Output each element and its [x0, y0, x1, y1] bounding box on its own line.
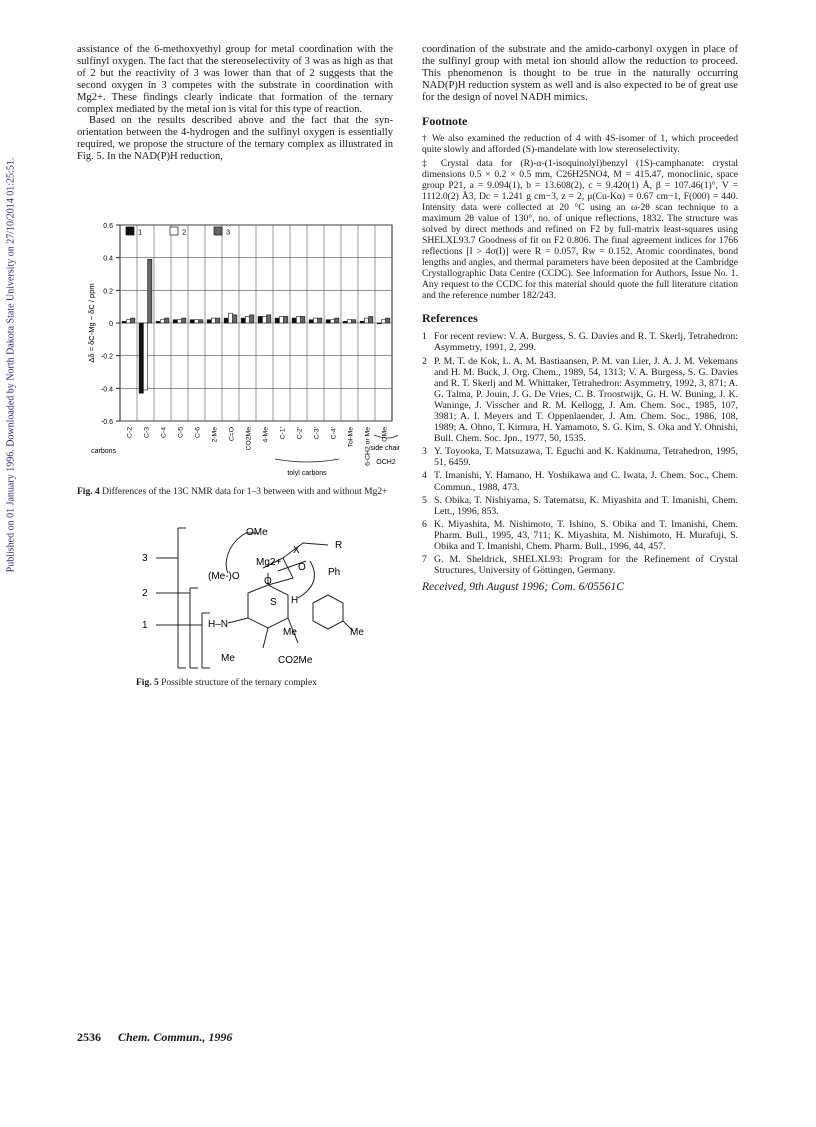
x-tick-label: OMe: [381, 427, 389, 442]
reference-item: [422, 519, 738, 552]
reference-text: P. M. T. de Kok, L. A. M. Bastiaansen, P. M. van Lier, J. A. J. M. Vekemans and H. M. Buck, J. Org. Chem., 1989, 54, 1313; V. A. Burgess, S. G. Davies and R. T. Skerlj and M. Whittaker, Tetrahedron: Asymmetry, 1992, 3, 871; A. G. Talma, P. Jouin, J. G. De Vries, C. B. Troostwijk, G. H. W. Buning, J. K. Waninge, J. Visscher and R. M. Kellogg, J. Am. Chem. Soc., 1985, 107, 3981; A. I. Meyers and T. Oppenlaender, J. Am. Chem. Soc., 1986, 108, 1989; A. Ohno, T. Kimura, H. Yamamoto, S. G. Kim, S. Oka and Y. Ohnishi, Bull. Chem. Soc. Jpn., 1977, 50, 1535.: [434, 355, 738, 445]
fig5-label-9: H: [291, 595, 299, 606]
fig5-svg: [128, 523, 388, 673]
fig5-side-label-3: 3: [142, 553, 148, 564]
group-label-och2: OCH2: [376, 459, 396, 466]
bar-series-1: [360, 321, 364, 323]
x-tick-label: C-3': [313, 427, 321, 440]
bar-series-2: [313, 318, 317, 323]
bar-series-1: [292, 318, 296, 323]
fig5-caption: [136, 678, 396, 689]
x-tick-label: C-2': [296, 427, 304, 440]
reference-text: G. M. Sheldrick, SHELXL93: Program for the Refinement of Crystal Structures, University of Göttingen, Germany.: [434, 554, 738, 577]
bar-series-3: [182, 318, 186, 323]
y-tick-label: 0.4: [103, 255, 113, 263]
fig5-label-12: Me: [350, 627, 364, 638]
group-label-side-chain: side chain: [370, 445, 400, 452]
fig5-label-5: O: [264, 576, 272, 587]
bar-series-1: [343, 321, 347, 323]
left-paragraph-1: assistance of the 6-methoxyethyl group for metal coordination with the sulfinyl oxygen. The fact that the stereoselectivity of 3 was as high as that of 2 but the reactivity of 3 was lower than that of 2 suggests that the second oxygen in 3 competes with the substrate in coordination with Mg2+. These findings clearly indicate that formation of the ternary complex mediated by the metal ion is vital for this type of reaction.: [77, 44, 393, 115]
bar-series-1: [224, 318, 228, 323]
bar-series-2: [347, 320, 351, 323]
fig5-label-14: CO2Me: [278, 655, 313, 666]
bar-series-3: [284, 316, 288, 323]
x-tick-label: CO2Me: [245, 427, 253, 451]
bar-series-3: [318, 318, 322, 323]
bar-series-3: [165, 318, 169, 323]
references-list: [422, 331, 738, 576]
bar-series-1: [241, 318, 245, 323]
bar-series-2: [194, 320, 198, 323]
legend-swatch: [170, 227, 178, 235]
y-tick-label: -0.4: [100, 386, 113, 394]
bar-series-2: [296, 316, 300, 323]
x-tick-label: C-3: [143, 427, 151, 438]
y-tick-label: 0: [109, 321, 113, 328]
x-tick-label: 6-CH2 or Me: [364, 427, 372, 466]
bar-series-3: [131, 318, 135, 323]
bar-series-3: [216, 318, 220, 323]
bar-series-1: [207, 320, 211, 323]
fig5-label-13: Me: [221, 653, 235, 664]
y-tick-label: 0.6: [103, 223, 113, 230]
bar-series-2: [330, 320, 334, 323]
x-tick-label: C-6: [194, 427, 202, 438]
bar-series-2: [160, 320, 164, 323]
provenance-text: Published on 01 January 1996. Downloaded by North Dakota State University on 27/10/2014 01:25:51.: [5, 157, 17, 573]
reference-number: 5: [422, 494, 427, 506]
journal-name: Chem. Commun., 1996: [118, 1030, 233, 1044]
bar-series-2: [262, 316, 266, 323]
reference-item: [422, 495, 738, 517]
legend-swatch: [126, 227, 134, 235]
y-axis-label: Δδ = δC-Mg − δC / ppm: [87, 283, 96, 363]
reference-text: Y. Toyooka, T. Matsuzawa, T. Eguchi and K. Kakinuma, Tetrahedron, 1995, 51, 6459.: [434, 446, 738, 469]
group-label-tolyl: tolyl carbons: [287, 470, 327, 477]
chart-svg: [80, 213, 400, 483]
left-column: [77, 44, 393, 163]
fig5-label-0: OMe: [246, 527, 268, 538]
tolyl-brace: [275, 459, 339, 462]
bar-series-1: [309, 320, 313, 323]
fig5-label-7: O: [298, 562, 306, 573]
bar-series-2: [177, 320, 181, 323]
legend-label: 1: [138, 227, 143, 237]
bar-series-1: [326, 320, 330, 323]
bar-series-3: [233, 315, 237, 323]
bar-series-3: [250, 315, 254, 323]
reference-number: 4: [422, 470, 427, 482]
fig4-caption-label: Fig. 4: [77, 487, 100, 497]
received-line: Received, 9th August 1996; Com. 6/05561C: [422, 581, 624, 594]
bar-series-1: [173, 320, 177, 323]
bar-series-2: [126, 320, 130, 323]
bar-series-1: [139, 323, 143, 393]
x-tick-label: 2-Me: [211, 427, 219, 443]
reference-item: [422, 356, 738, 445]
footnote-2: ‡ Crystal data for (R)-α-(1-isoquinolyl)benzyl (1S)-camphanate: crystal dimensions 0.5 × 0.2 × 0.5 mm, C26H25NO4, M = 415.47, monoclinic, space group P21, a = 9.094(1), b = 13.608(2), c = 9.420(1) Å, β = 107.46(1)°, V = 1112.0(2) Å3, Dc = 1.241 g cm−3, z = 2, μ(Cu-Kα) = 0.67 cm−1, F(000) = 440. Intensity data were collected at 20 °C using an ω-2θ scan technique to a maximum 2θ value of 130°, no. of unique reflections, 1832. The structure was solved by direct methods and refined on F2 by full-matrix least-squares using SHELXL93.7 Goodness of fit on F2 0.806. The final agreement indices for 1766 reflections [I > 4σ(I)] were R = 0.057, Rw = 0.152. Atomic coordinates, bond lengths and angles, and thermal parameters have been deposited at the Cambridge Crystallographic Data Centre (CCDC). See Information for Authors, Issue No. 1. Any request to the CCDC for this material should quote the full literature citation and the reference number 182/243.: [422, 158, 738, 302]
bar-series-3: [199, 320, 203, 323]
bar-series-2: [364, 318, 368, 323]
fig5-label-11: Me: [283, 627, 297, 638]
x-tick-label: C-5: [177, 427, 185, 438]
right-column: [422, 44, 738, 594]
fig5-label-6: Ph: [328, 567, 341, 578]
fig5-label-2: R: [335, 540, 343, 551]
fig5-label-8: S: [270, 597, 277, 608]
x-tick-label: C-2: [126, 427, 134, 438]
fig4-caption: [77, 487, 393, 498]
right-paragraph-1: coordination of the substrate and the amido-carbonyl oxygen in place of the sulfinyl group with metal ion should allow the reduction to proceed. This phenomenon is thought to be true in the naturally occurring NAD(P)H reduction system as well and is also expected to be of great use for the design of novel NADH mimics.: [422, 44, 738, 103]
reference-number: 2: [422, 355, 427, 367]
reference-text: S. Obika, T. Nishiyama, S. Tatematsu, K. Miyashita and T. Imanishi, Chem. Lett., 1996, 853.: [434, 494, 738, 517]
fig5-label-3: Mg2+: [256, 557, 282, 568]
footnote-heading: Footnote: [422, 113, 468, 128]
reference-item: [422, 470, 738, 492]
bar-series-1: [275, 318, 279, 323]
bar-series-3: [301, 316, 305, 323]
x-tick-label: Tol-Me: [347, 427, 355, 448]
reference-item: [422, 446, 738, 468]
bar-series-2: [279, 316, 283, 323]
x-tick-label: C=O: [228, 427, 236, 442]
y-tick-label: -0.6: [100, 419, 113, 426]
fig4-chart: [80, 213, 400, 483]
provenance-sidebar: [4, 20, 18, 710]
bar-series-1: [156, 321, 160, 323]
y-tick-label: -0.2: [100, 353, 113, 361]
legend-swatch: [214, 227, 222, 235]
bar-series-2: [143, 323, 147, 390]
bar-series-2: [245, 316, 249, 323]
reference-text: K. Miyashita, M. Nishimoto, T. Ishino, S. Obika and T. Imanishi, Chem. Pharm. Bull., 1995, 43, 711; K. Miyashita, M. Nishimoto, H. Murafuji, S. Obika and T. Imanishi, Chem. Pharm. Bull., 1996, 44, 457.: [434, 518, 738, 553]
bar-series-3: [352, 320, 356, 323]
fig5-caption-text: Possible structure of the ternary complex: [161, 678, 317, 688]
fig4-caption-text: Differences of the 13C NMR data for 1–3 between with and without Mg2+: [102, 487, 388, 497]
reference-number: 3: [422, 446, 427, 458]
fig5-label-4: (Me-)O: [208, 571, 240, 582]
bar-series-3: [386, 318, 390, 323]
bar-series-1: [190, 320, 194, 323]
x-tick-label: C-4': [330, 427, 338, 440]
x-tick-label: C-4: [160, 427, 168, 438]
fig5-structure: [128, 523, 388, 673]
page-footer: [77, 1030, 232, 1045]
y-tick-label: 0.2: [103, 288, 113, 296]
x-tick-label: 4-Me: [262, 427, 270, 443]
bar-series-1: [122, 321, 126, 323]
reference-number: 6: [422, 518, 427, 530]
bar-series-3: [335, 318, 339, 323]
legend-label: 2: [182, 227, 187, 237]
bar-series-3: [148, 259, 152, 323]
bar-series-2: [381, 320, 385, 323]
bar-series-1: [377, 323, 381, 324]
page-number: 2536: [77, 1030, 101, 1044]
fig5-side-label-2: 2: [142, 588, 148, 599]
fig5-caption-label: Fig. 5: [136, 678, 159, 688]
legend-label: 3: [226, 227, 231, 237]
reference-item: [422, 331, 738, 353]
reference-text: For recent review: V. A. Burgess, S. G. Davies and R. T. Skerlj, Tetrahedron: Asymmetry, 1991, 2, 299.: [434, 331, 738, 354]
fig5-label-10: H–N: [208, 619, 229, 630]
footnote-1: † We also examined the reduction of 4 with 4S-isomer of 1, which proceeded quite slowly and afforded (S)-mandelate with low stereoselectivity.: [422, 133, 738, 156]
fig5-side-label-1: 1: [142, 620, 148, 631]
bar-series-3: [267, 315, 271, 323]
reference-number: 1: [422, 331, 427, 343]
bar-series-2: [211, 318, 215, 323]
bar-series-1: [258, 316, 262, 323]
bar-series-3: [369, 316, 373, 323]
fig5-label-1: X: [293, 545, 300, 556]
left-paragraph-2: Based on the results described above and the fact that the syn-orientation between the 4-hydrogen and the sulfinyl oxygen is essentially required, we propose the structure of the ternary complex as illustrated in Fig. 5. In the NAD(P)H reduction,: [77, 115, 393, 163]
x-axis-prefix: carbons: [91, 448, 116, 455]
reference-item: [422, 554, 738, 576]
bracket-2-line: [190, 588, 198, 668]
references-heading: References: [422, 311, 478, 326]
reference-text: T. Imanishi, Y. Hamano, H. Yoshikawa and C. Iwata, J. Chem. Soc., Chem. Commun., 1988, 473.: [434, 470, 738, 493]
bar-series-2: [228, 313, 232, 323]
reference-number: 7: [422, 554, 427, 566]
x-tick-label: C-1': [279, 427, 287, 440]
